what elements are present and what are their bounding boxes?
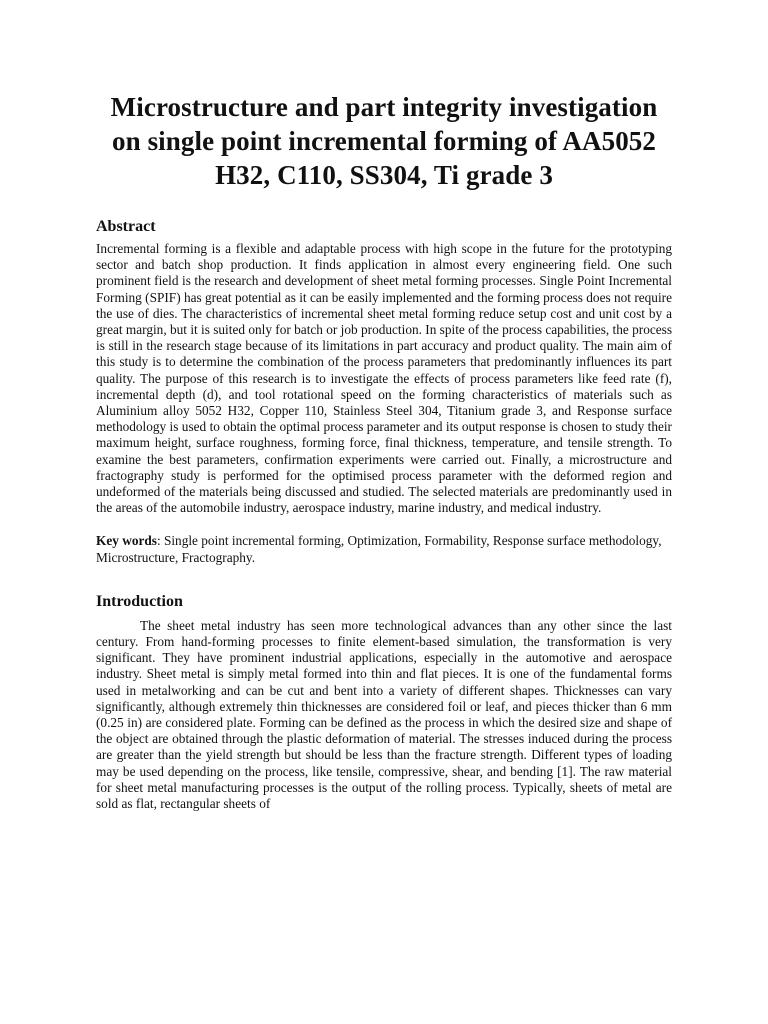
keywords-text: : Single point incremental forming, Optimization, Formability, Response surface methodology, Microstructure, Fractography. [96, 533, 662, 565]
keywords-label: Key words [96, 533, 157, 549]
abstract-text: Incremental forming is a flexible and adaptable process with high scope in the future for the prototyping sector and batch shop production. It finds application in almost every engineering field. One such prominent field is the research and development of sheet metal forming processes. Single Point Incremental Forming (SPIF) has great potential as it can be easily implemented and the forming process does not require the use of dies. The characteristics of incremental sheet metal forming reduce setup cost and unit cost by a great margin, but it is suited only for batch or job production. In spite of the process capabilities, the process is still in the research stage because of its limitations in part accuracy and product quality. The main aim of this study is to determine the combination of the process parameters that predominantly influences its part quality. The purpose of this research is to investigate the effects of process parameters like feed rate (f), incremental depth (d), and tool rotational speed on the forming characteristics of materials such as Aluminium alloy 5052 H32, Copper 110, Stainless Steel 304, Titanium grade 3, and Response surface methodology is used to obtain the optimal process parameter and its output response is chosen to study their maximum height, surface roughness, forming force, final thickness, temperature, and tensile strength. To examine the best parameters, confirmation experiments were carried out. Finally, a microstructure and fractography study is performed for the optimised process parameter with the deformed region and undeformed of the materials being discussed and studied. The selected materials are predominantly used in the areas of the automobile industry, aerospace industry, marine industry, and medical industry. [96, 241, 672, 516]
introduction-text: The sheet metal industry has seen more technological advances than any other since the last century. From hand-forming processes to finite element-based simulation, the transformation is very significant. They have prominent industrial applications, especially in the automotive and aerospace industry. Sheet metal is simply metal formed into thin and flat pieces. It is one of the fundamental forms used in metalworking and can be cut and bent into a variety of different shapes. Thicknesses can vary significantly, although extremely thin thicknesses are considered foil or leaf, and pieces thicker than 6 mm (0.25 in) are considered plate. Forming can be defined as the process in which the desired size and shape of the object are obtained through the plastic deformation of material. The stresses induced during the process are greater than the yield strength but should be less than the fracture strength. Different types of loading may be used depending on the process, like tensile, compressive, shear, and bending [1]. The raw material for sheet metal manufacturing processes is the output of the rolling process. Typically, sheets of metal are sold as flat, rectangular sheets of [96, 617, 672, 812]
introduction-heading: Introduction [96, 592, 183, 610]
paper-page [96, 90, 672, 812]
paper-title: Microstructure and part integrity investigation on single point incremental forming of AA5052 H32, C110, SS304, Ti grade 3 [110, 92, 658, 190]
keywords-paragraph [96, 533, 672, 565]
abstract-heading: Abstract [96, 218, 156, 235]
